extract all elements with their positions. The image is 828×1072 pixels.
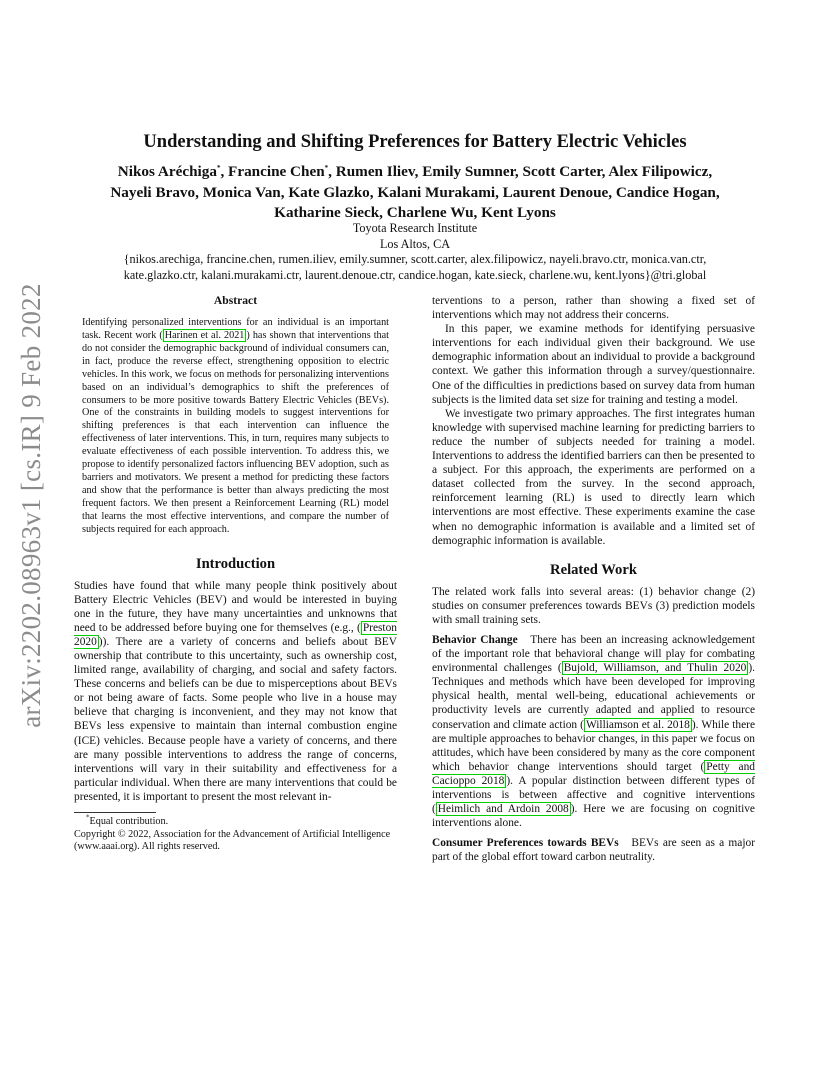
email-line-2: kate.glazko.ctr, kalani.murakami.ctr, laurent.denoue.ctr, candice.hogan, kate.sieck, charlene.wu, kent.lyons}@tri.global <box>123 267 707 282</box>
citation-link[interactable]: Heimlich and Ardoin 2008 <box>437 803 569 816</box>
arxiv-stamp <box>10 282 52 728</box>
equal-contribution-mark: * <box>216 163 221 172</box>
body-text: ). A popular distinction between different types of interventions is between affective and cognitive interventions ( <box>432 774 755 816</box>
subsection-heading: Behavior Change <box>432 633 518 646</box>
author-line-2: Nayeli Bravo, Monica Van, Kate Glazko, Kalani Murakami, Laurent Denoue, Candice Hogan, <box>110 183 720 201</box>
paper-title: Understanding and Shifting Preferences for Battery Electric Vehicles <box>143 132 687 152</box>
abstract-text: ) has shown that interventions that do not consider the demographic background of individual consumers can, in fact, produce the reverse effect, strengthening opposition to electric vehicles. In this work, we focus on methods for personalizing interventions based on an individual’s demographics to shift the preferences of consumers to be more positive towards Battery Electric Vehicles (BEVs). One of the constraints in building models to suggest interventions for shifting preferences is that each intervention can influence the effectiveness of later interventions. This, in turn, requires many subjects to evaluate effectiveness of each possible intervention. To address this, we propose to identify personalized factors influencing BEV adoption, such as barriers and motivators. We present a method for predicting these factors and show that the performance is better than always predicting the most frequent factors. We then present a Reinforcement Learning (RL) model that learns the most effective interventions, and compare the number of subjects required for each approach. <box>82 330 390 535</box>
author-line-3: Katharine Sieck, Charlene Wu, Kent Lyons <box>274 204 556 221</box>
body-text: BEVs are seen as a major part of the global effort toward carbon neutrality. <box>432 837 755 864</box>
introduction-heading: Introduction <box>195 555 276 572</box>
citation-link[interactable]: Harinen et al. 2021 <box>164 330 245 341</box>
continued-paragraph: terventions to a person, rather than showing a fixed set of interventions which may not address their concerns. <box>432 295 755 322</box>
footnote-text: Equal contribution. <box>89 816 169 827</box>
affiliation <box>74 221 756 283</box>
copyright-notice: Copyright © 2022, Association for the Advancement of Artificial Intelligence (www.aaai.org). All rights reserved. <box>74 828 391 853</box>
equal-contribution-mark: * <box>324 163 329 172</box>
author-names: , Rumen Iliev, Emily Sumner, Scott Carter, Alex Filipowicz, <box>328 163 713 180</box>
citation-link[interactable]: Bujold, Williamson, and Thulin 2020 <box>563 662 747 675</box>
email-line-1: {nikos.arechiga, francine.chen, rumen.iliev, emily.sumner, scott.carter, alex.filipowicz, nayeli.bravo.ctr, monica.van.ctr, <box>123 252 707 266</box>
author-line-1 <box>74 162 756 183</box>
body-text: ). While there are multiple approaches to behavior changes, in this paper we focus on attitudes, which have been considered by many as the core component which behavior change interventions should target ( <box>432 718 755 773</box>
paragraph: In this paper, we examine methods for identifying persuasive interventions for each individual given their background. We use demographic information about an individual to provide a background context. We gather this information through a survey/questionnaire. One of the difficulties in predictions based on survey data from human subjects is the limited data set size for training and testing a model. <box>432 323 755 406</box>
location: Los Altos, CA <box>379 236 451 251</box>
left-column <box>74 294 397 854</box>
footnote-mark: * <box>86 813 90 822</box>
footnote <box>74 813 397 854</box>
body-text: There has been an increasing acknowledgement of the important role that behavioral change will play for combating environmental challenges ( <box>432 633 755 675</box>
body-text: Studies have found that while many people think positively about Battery Electric Vehicles (BEV) and would be interested in buying one in the future, they have many uncertainties and unknowns that need to be addressed before buying one for themselves (e.g., ( <box>74 579 397 634</box>
subsection-heading: Consumer Preferences towards BEVs <box>432 837 619 850</box>
abstract-text: Identifying personalized interventions for an individual is an important task. Recent work ( <box>82 317 389 341</box>
citation-link[interactable]: Williamson et al. 2018 <box>585 718 690 731</box>
introduction-paragraph <box>74 579 397 805</box>
behavior-change-paragraph <box>432 633 755 830</box>
author-name: , Francine Chen <box>220 163 325 180</box>
arxiv-identifier: arXiv:2202.08963v1 [cs.IR] 9 Feb 2022 <box>15 282 46 728</box>
citation-link[interactable]: Petty and Cacioppo 2018 <box>432 760 755 787</box>
consumer-preferences-paragraph <box>432 836 755 864</box>
abstract-body <box>74 317 397 536</box>
author-list <box>74 162 756 224</box>
body-text: ). Here we are focusing on cognitive interventions alone. <box>432 803 755 830</box>
institution: Toyota Research Institute <box>352 221 478 235</box>
body-text: )). There are a variety of concerns and beliefs about BEV ownership that contribute to this uncertainty, such as ownership cost, limited range, availability of charging, and social and safety factors. These concerns and beliefs can be due to misperceptions about BEVs or not being aware of facts. Some people who live in a house may believe that charging is inconvenient, and they may not know that BEVs less expensive to maintain than internal combustion engine (ICE) vehicles. Because people have a variety of concerns, and there are many possible interventions to address the range of concerns, interventions will vary in their suitability and effectiveness for a particular individual. When there are many interventions that could be presented, it is important to present the most relevant in- <box>74 635 397 803</box>
right-column <box>432 294 755 864</box>
citation-link[interactable]: Preston 2020 <box>74 621 397 648</box>
body-text: ). Techniques and methods which have been developed for improving physical health, mental well-being, educational achievements or productivity levels are currently adapted and applied to resource conservation and climate action ( <box>432 662 755 731</box>
related-work-heading: Related Work <box>550 561 637 578</box>
author-name: Nikos Aréchiga <box>117 163 217 180</box>
abstract-heading: Abstract <box>213 294 258 307</box>
equal-contribution-note <box>74 813 397 829</box>
related-work-intro: The related work falls into several areas: (1) behavior change (2) studies on consumer preferences towards BEVs (3) prediction models with small training sets. <box>432 585 755 626</box>
paragraph: We investigate two primary approaches. The first integrates human knowledge with supervised machine learning for predicting barriers to reduce the number of subjects needed for training a model. Interventions to address the identified barriers can then be presented to a subject. For this approach, the experiments are performed on a dataset collected from the survey. In the second approach, reinforcement learning (RL) is used to directly learn which interventions are most effective. These experiments examine the case when no demographic information is available and a limited set of demographic information is available. <box>432 407 755 547</box>
